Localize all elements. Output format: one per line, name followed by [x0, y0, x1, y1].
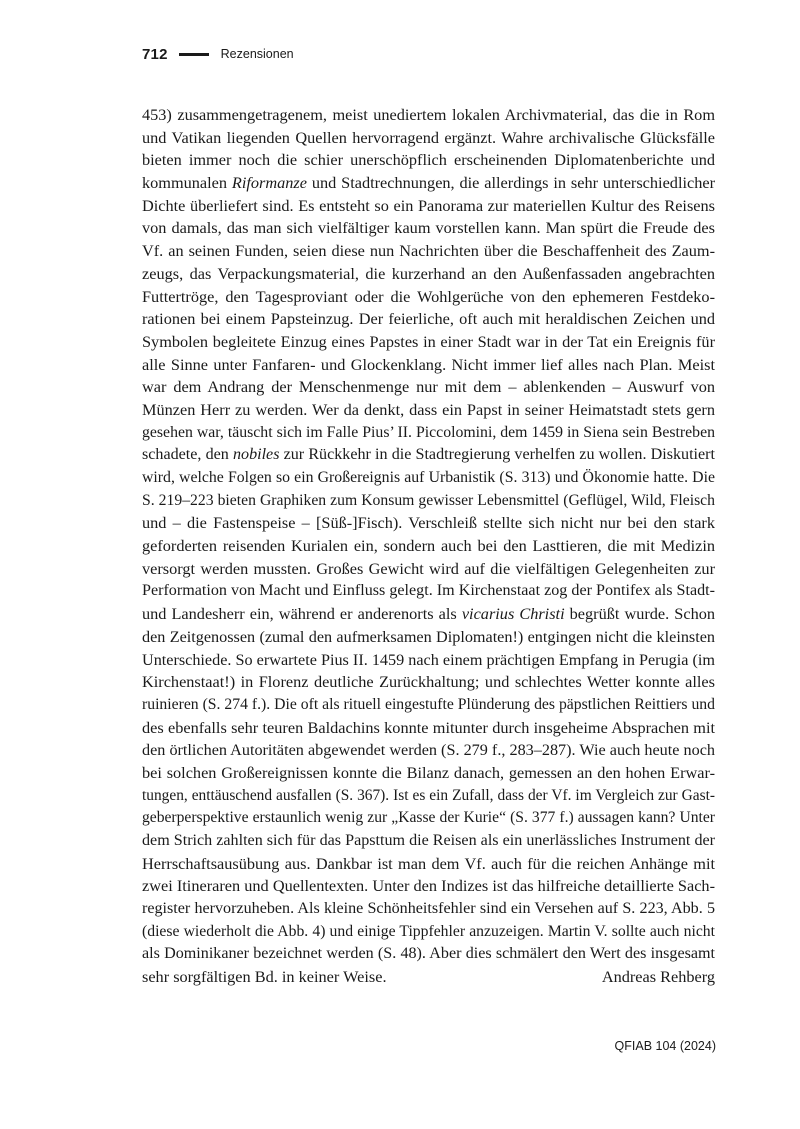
section-title: Rezensionen: [220, 47, 294, 61]
text-line: [142, 195, 715, 218]
text-line: [142, 331, 715, 354]
text-segment: tungen, enttäuschend ausfallen (S. 367). Ist es ein Zufall, dass der Vf. im Vergleich zur Gast-: [142, 786, 715, 804]
text-segment: Symbolen begleitete Einzug eines Papstes in einer Stadt war in der Tat ein Ereignis für: [142, 331, 715, 351]
header-rule: [179, 53, 209, 56]
text-line: [142, 127, 715, 150]
text-segment: und – die Fastenspeise – [Süß-]Fisch). Verschleiß stellte sich nicht nur bei den stark: [142, 513, 715, 533]
text-segment: den örtlichen Autoritäten abgewendet werden (S. 279 f., 283–287). Wie auch heute noch: [142, 741, 715, 760]
text-line: [142, 603, 715, 626]
text-segment: ruinieren (S. 274 f.). Die oft als rituell eingestufte Plünderung des päpstlichen Reittiers und: [142, 695, 715, 713]
text-line: [142, 467, 715, 490]
text-line: [142, 785, 715, 808]
text-segment: 453) zusammengetragenem, meist unediertem lokalen Archivmaterial, das die in Rom: [142, 105, 715, 124]
text-line: [142, 853, 715, 876]
text-segment: Herrschaftsausübung aus. Dankbar ist man dem Vf. auch für die reichen Anhänge mit: [142, 853, 715, 873]
text-segment: zur Rückkehr in die Stadtregierung verhelfen zu wollen. Diskutiert: [279, 446, 715, 464]
text-line: [142, 217, 715, 240]
text-segment: und Stadtrechnungen, die allerdings in sehr unterschiedlicher: [306, 173, 716, 193]
text-line: [142, 286, 715, 309]
text-segment: Performation von Macht und Einfluss gelegt. Im Kirchenstaat zog der Pontifex als Stadt-: [142, 582, 715, 600]
text-line: [142, 830, 715, 853]
text-line: [142, 240, 715, 263]
text-segment: alle Sinne unter Fanfaren- und Glockenklang. Nicht immer lief alles nach Plan. Meist: [142, 354, 715, 374]
text-segment: Vf. an seinen Funden, seien diese nun Nachrichten über die Beschaffenheit des Zaum-: [142, 241, 715, 261]
text-segment: Futtertröge, den Tagesproviant oder die Wohlgerüche von den ephemeren Festdeko-: [142, 286, 715, 306]
text-segment: Kirchenstaat!) in Florenz deutliche Zurückhaltung; und schlechtes Wetter konnte alles: [142, 672, 715, 692]
text-segment: versorgt werden mussten. Großes Gewicht wird auf die vielfältigen Gelegenheiten zur: [142, 558, 715, 578]
text-line: [142, 512, 715, 535]
text-line: [142, 558, 715, 581]
text-line: [142, 626, 715, 649]
text-segment: (diese wiederholt die Abb. 4) und einige Tippfehler anzuzeigen. Martin V. sollte auch nicht: [142, 922, 715, 940]
text-line: [142, 444, 715, 467]
text-line: [142, 376, 715, 399]
text-line: [142, 739, 715, 762]
text-line: [142, 149, 715, 172]
text-segment: und Vatikan liegenden Quellen hervorragend ergänzt. Wahre archivalische Glücksfälle: [142, 127, 715, 147]
text-segment: geberperspektive erstaunlich wenig zur „Kasse der Kurie“ (S. 377 f.) aussagen kann? Unter: [142, 809, 715, 827]
review-author: Andreas Rehberg: [601, 967, 715, 987]
text-line: [142, 943, 715, 966]
text-line: [142, 762, 715, 785]
text-segment: bei solchen Großereignissen konnte die Bilanz danach, gemessen an den hohen Erwar-: [142, 762, 715, 782]
text-segment: den Zeitgenossen (zumal den aufmerksamen Diplomaten!) entgingen nicht die kleinsten: [142, 627, 715, 646]
text-segment: kommunalen: [142, 173, 232, 193]
running-header: [142, 43, 294, 65]
text-segment: als Dominikaner bezeichnet werden (S. 48). Aber dies schmälert den Wert des insgesamt: [142, 945, 715, 963]
text-line: [142, 399, 715, 422]
text-line: [142, 875, 715, 898]
text-line: [142, 535, 715, 558]
final-line: [142, 966, 715, 989]
italic-term: nobiles: [232, 446, 280, 464]
italic-term: vicarius Christi: [461, 604, 565, 624]
text-line: [142, 422, 715, 445]
text-segment: schadete, den: [142, 446, 233, 464]
text-segment: bieten immer noch die schier unerschöpflich erscheinenden Diplomatenberichte und: [142, 150, 715, 170]
text-line: [142, 172, 715, 195]
text-segment: Münzen Herr zu werden. Wer da denkt, dass ein Papst in seiner Heimatstadt stets gern: [142, 399, 715, 419]
text-line: [142, 580, 715, 603]
text-line: [142, 263, 715, 286]
text-line: [142, 898, 715, 921]
text-segment: Dichte überliefert sind. Es entsteht so ein Panorama zur materiellen Kultur des Reisens: [142, 195, 715, 215]
text-segment: rationen bei einem Papsteinzug. Der feierliche, oft auch mit heraldischen Zeichen und: [142, 309, 715, 329]
text-segment: des ebenfalls sehr teuren Baldachins konnte mitunter durch insgeheime Absprachen mit: [142, 717, 715, 737]
text-segment: wird, welche Folgen so ein Großereignis auf Urbanistik (S. 313) und Ökonomie hatte. Die: [142, 469, 715, 486]
text-segment: gesehen war, täuscht sich im Falle Pius’ II. Piccolomini, dem 1459 in Siena sein Bestreben: [142, 423, 715, 441]
text-line: [142, 354, 715, 377]
text-line: [142, 308, 715, 331]
text-line: [142, 104, 715, 127]
text-line: [142, 717, 715, 740]
text-segment: war dem Andrang der Menschenmenge nur mit dem – ablenkenden – Auswurf von: [142, 377, 715, 397]
text-segment: geforderten reisenden Kurialen ein, sondern auch bei den Lasttieren, die mit Medizin: [142, 536, 715, 556]
text-segment: zwei Itineraren und Quellentexten. Unter den Indizes ist das hilfreiche detaillierte Sach-: [142, 876, 715, 896]
text-line: [142, 671, 715, 694]
text-line: [142, 649, 715, 672]
text-line: [142, 490, 715, 513]
journal-footer: QFIAB 104 (2024): [614, 1039, 716, 1053]
text-line: [142, 694, 715, 717]
text-segment: Unterschiede. So erwartete Pius II. 1459 nach einem prächtigen Empfang in Perugia (im: [142, 650, 715, 669]
text-segment: S. 219–223 bieten Graphiken zum Konsum gewisser Lebensmittel (Geflügel, Wild, Fleisch: [142, 491, 715, 509]
text-line: [142, 921, 715, 944]
text-line: [142, 807, 715, 830]
final-line-text: sehr sorgfältigen Bd. in keiner Weise.: [142, 967, 387, 987]
text-segment: dem Strich zahlten sich für das Papsttum die Reisen als ein unerlässliches Instrument der: [142, 832, 715, 849]
review-body: [142, 104, 715, 989]
italic-term: Riformanze: [231, 173, 307, 193]
text-segment: begrüßt wurde. Schon: [564, 604, 715, 624]
text-segment: von damals, das man sich vielfältiger kaum vorstellen kann. Man spürt die Freude des: [142, 218, 715, 238]
page-number: 712: [142, 45, 168, 63]
text-segment: register hervorzuheben. Als kleine Schönheitsfehler sind ein Versehen auf S. 223, Abb. 5: [142, 900, 715, 918]
text-segment: und Landesherr ein, während er anderenorts als: [142, 604, 462, 624]
text-segment: zeugs, das Verpackungsmaterial, die kurzerhand an den Außenfassaden angebrachten: [142, 263, 715, 283]
